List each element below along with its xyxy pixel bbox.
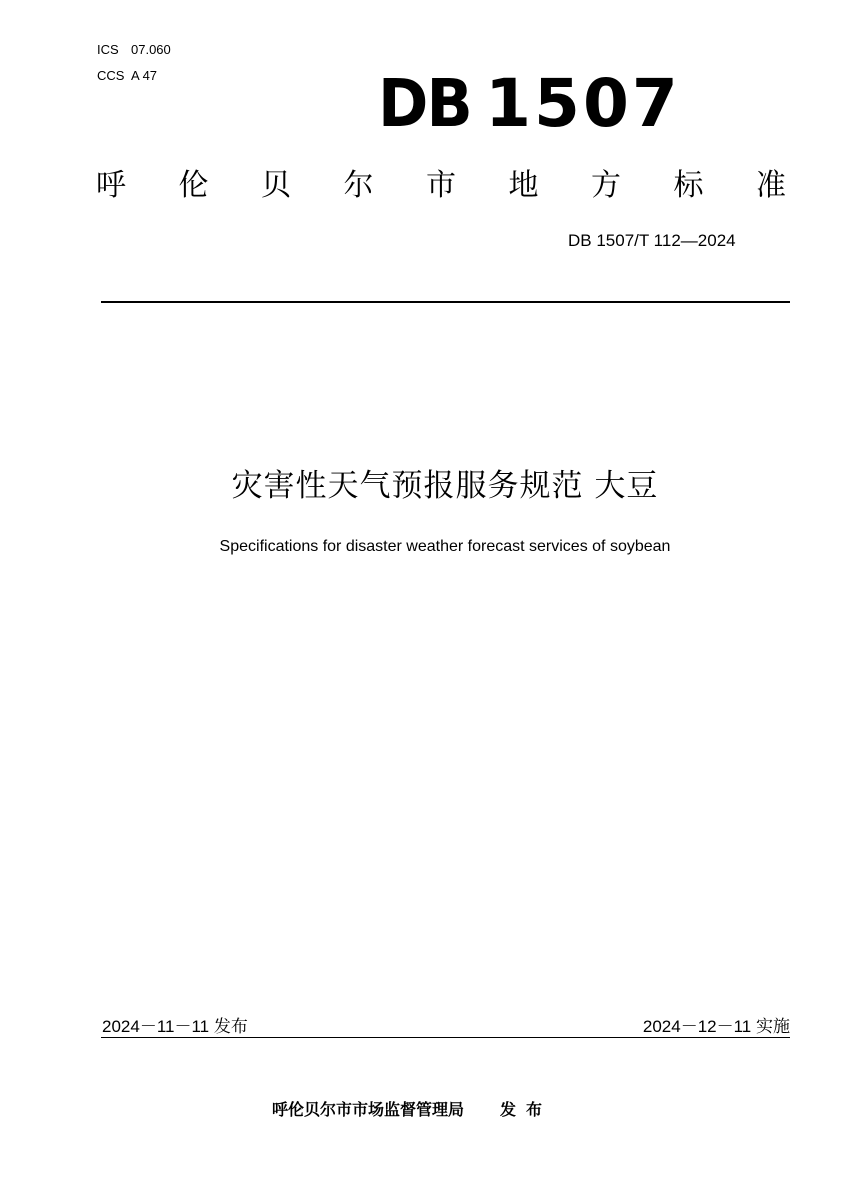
standard-code-number: 1507 [485, 65, 681, 142]
publish-date: 2024－11－11 发布 [102, 1017, 248, 1036]
ccs-value: A 47 [131, 68, 158, 83]
ics-line [97, 42, 171, 58]
standard-kind-char: 市 [426, 168, 456, 203]
standard-number: DB 1507/T 112—2024 [568, 231, 736, 250]
standard-kind-char: 标 [673, 168, 704, 203]
standard-kind-char: 尔 [343, 168, 374, 203]
standard-code-prefix: DB [378, 65, 472, 142]
issuer-action: 发布 [500, 1100, 553, 1119]
standard-kind-char: 伦 [178, 168, 209, 203]
standard-kind-char: 方 [591, 168, 621, 203]
ics-value: 07.060 [131, 42, 171, 57]
issuer-line [272, 1100, 552, 1120]
standard-code [378, 66, 681, 142]
standard-kind-char: 地 [508, 168, 539, 203]
implement-date: 2024－12－11 实施 [642, 1017, 790, 1036]
standard-kind-char: 准 [756, 168, 786, 203]
issuer-organization: 呼伦贝尔市市场监督管理局 [272, 1100, 465, 1119]
bottom-divider [101, 1037, 790, 1038]
ccs-line [97, 68, 157, 84]
standard-kind [96, 168, 786, 204]
ics-label: ICS [97, 42, 119, 57]
top-divider [101, 301, 790, 303]
title-english: Specifications for disaster weather forecast services of soybean [219, 538, 671, 555]
ccs-label: CCS [97, 68, 125, 83]
standard-kind-char: 贝 [261, 168, 291, 203]
standard-kind-char: 呼 [96, 168, 126, 203]
title-chinese: 灾害性天气预报服务规范 大豆 [231, 468, 659, 504]
